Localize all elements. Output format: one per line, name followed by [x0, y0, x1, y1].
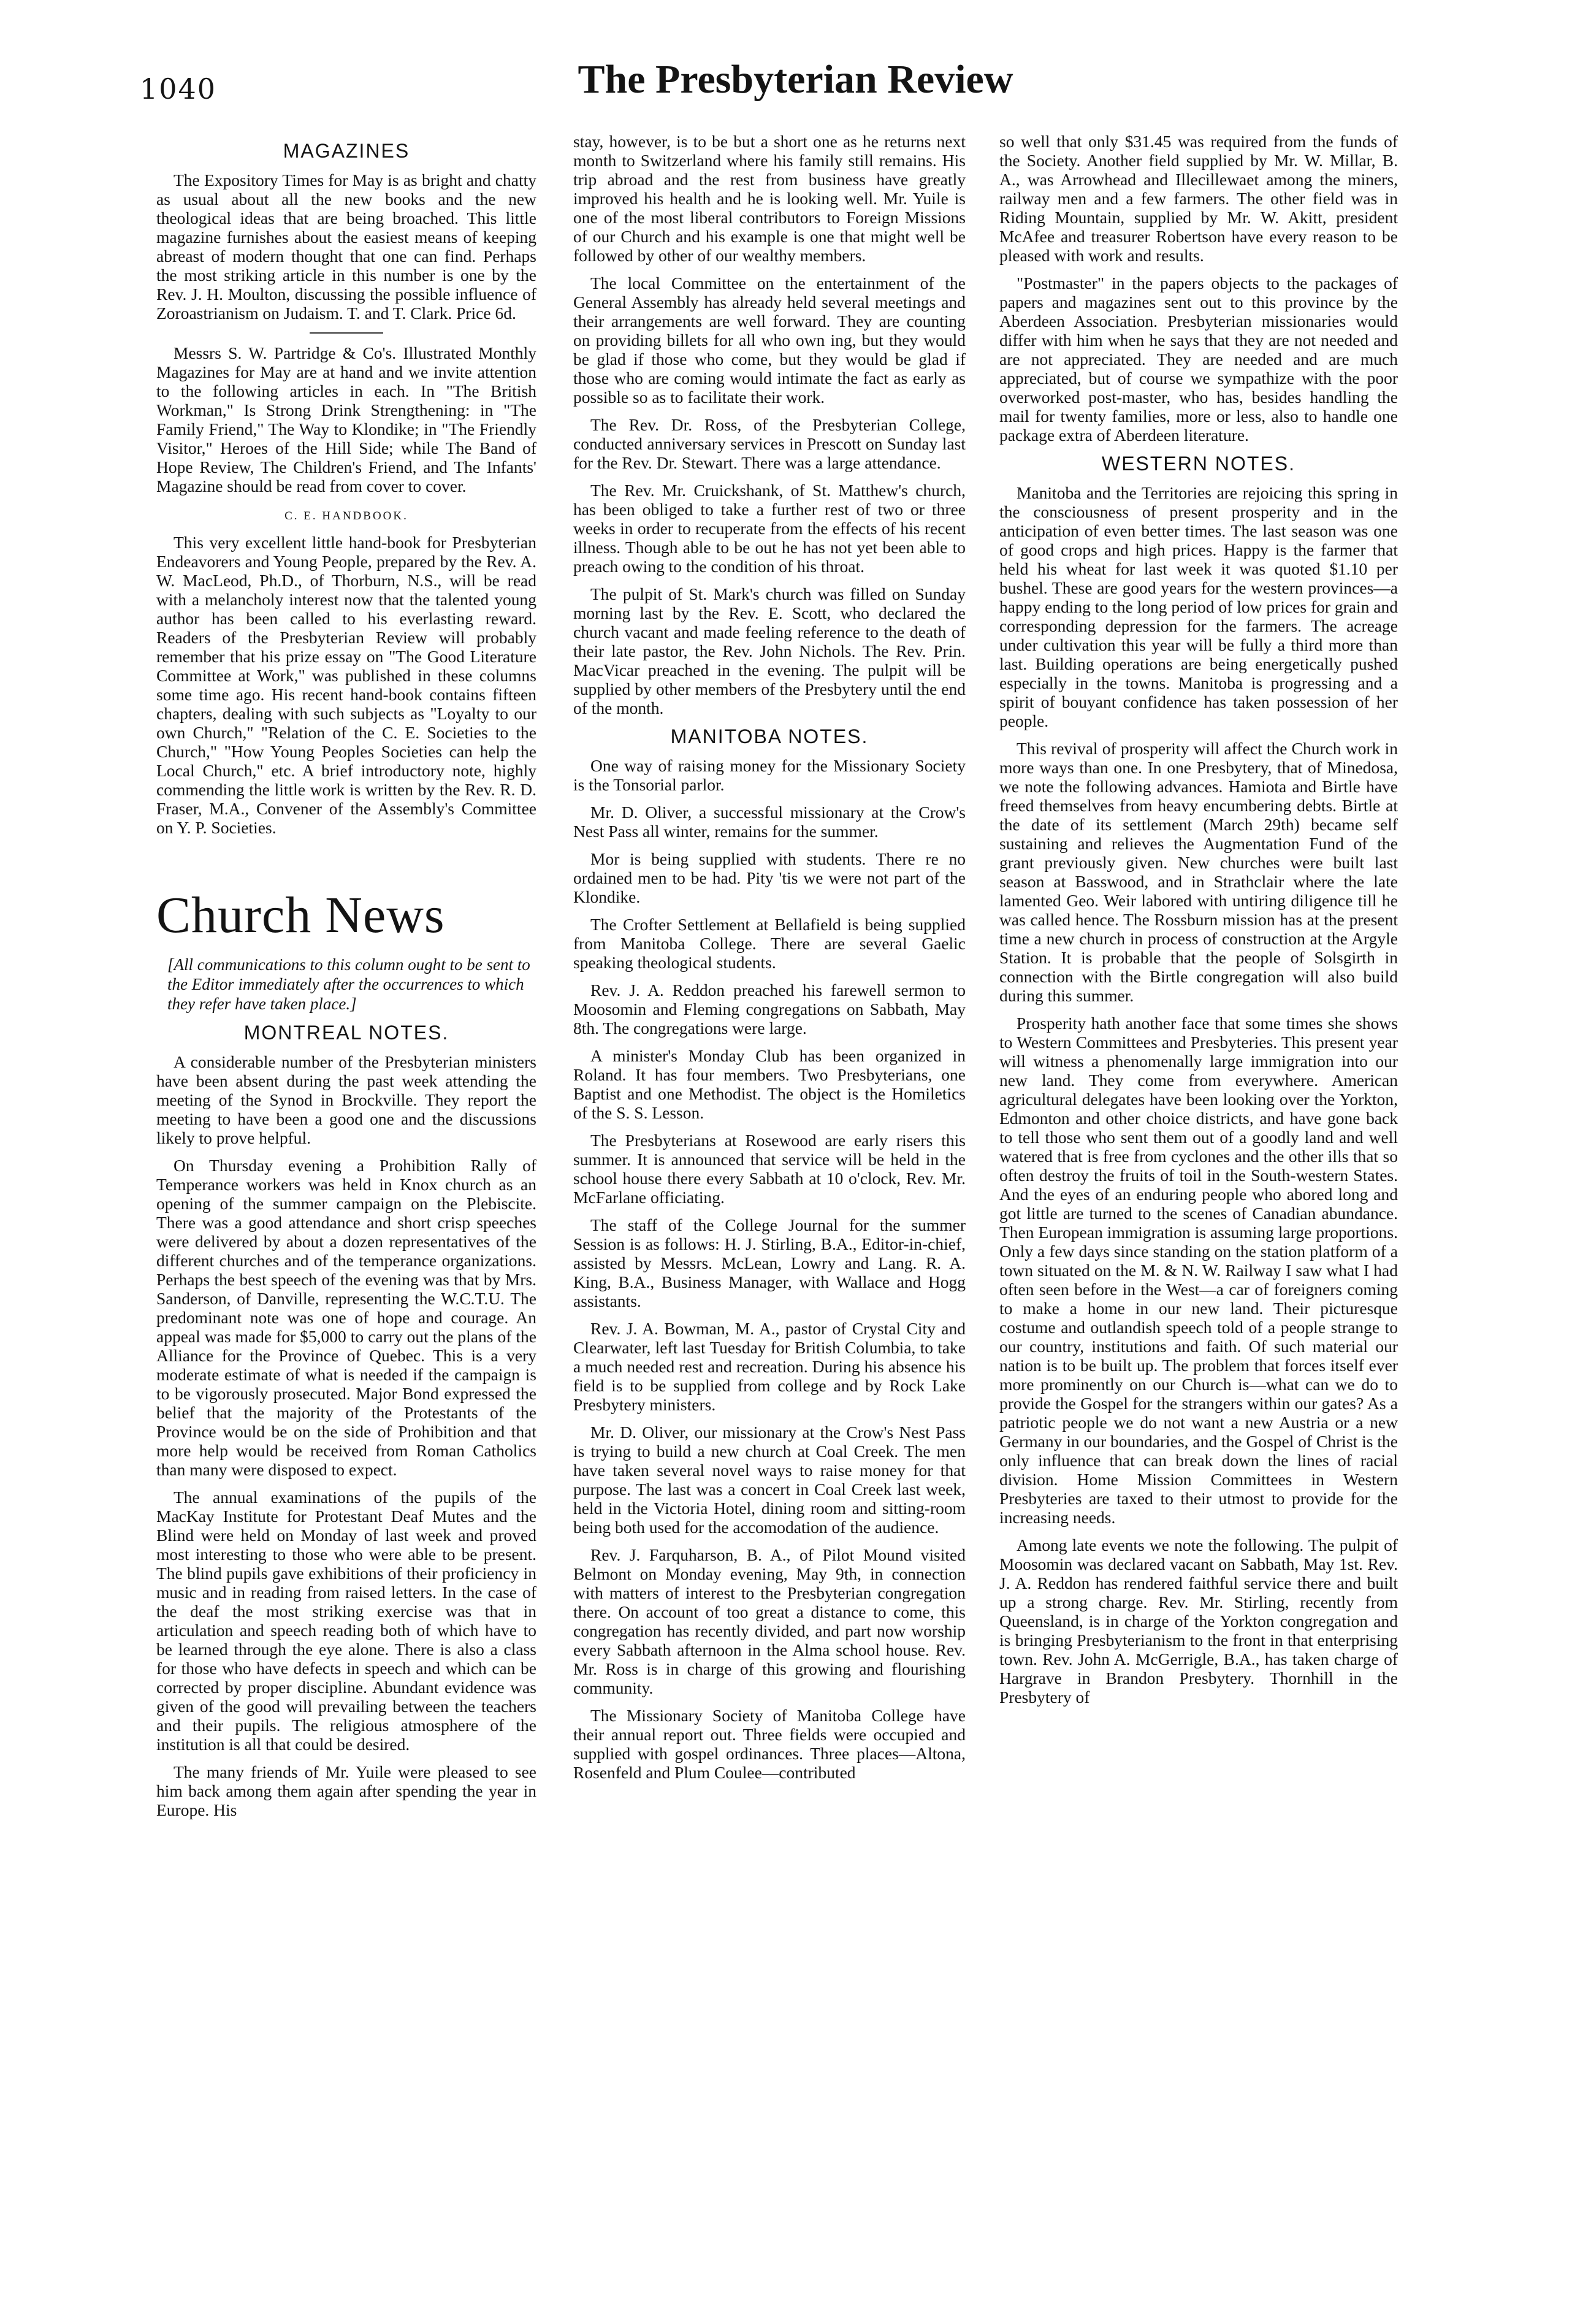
divider	[310, 332, 383, 334]
paragraph: Rev. J. A. Bowman, M. A., pastor of Crystal City and Clearwater, left last Tuesday for British Columbia, to take a much needed rest and recreation. During his absence his field is to be supplied from college and by Rock Lake Presbytery ministers.	[573, 1319, 966, 1414]
paragraph: One way of raising money for the Missionary Society is the Tonsorial parlor.	[573, 756, 966, 794]
handbook-heading: C. E. HANDBOOK.	[284, 510, 408, 522]
paragraph: Mr. D. Oliver, a successful missionary at the Crow's Nest Pass all winter, remains for the summer.	[573, 803, 966, 841]
paragraph: The Crofter Settlement at Bellafield is being supplied from Manitoba College. There are several Gaelic speaking theological students.	[573, 915, 966, 972]
paragraph: Manitoba and the Territories are rejoicing this spring in the consciousness of present prosperity and in the anticipation of even better times. The last season was one of good crops and high prices. Happy is the farmer that held his wheat for last week it was quoted $1.10 per bushel. These are good years for the western provinces—a happy ending to the long period of low prices for grain and corresponding depression for the farmers. The acreage under cultivation this year will be fully a third more than last. Building operations are being energetically pushed especially in the towns. Manitoba is progressing and a spirit of bouyant confidence has taken possession of her people.	[999, 483, 1398, 730]
paragraph: Among late events we note the following. The pulpit of Moosomin was declared vacant on Sabbath, May 1st. Rev. J. A. Reddon has rendered faithful service there and built up a strong charge. Rev. Mr. Stirling, recently from Queensland, is in charge of the Yorkton congregation and is bringing Presbyterianism to the front in that enterprising town. Rev. John A. McGerrigle, B.A., has taken charge of Hargrave in Brandon Presbytery. Thornhill in the Presbytery of	[999, 1535, 1398, 1707]
column-3	[999, 132, 1398, 1707]
paragraph: The staff of the College Journal for the summer Session is as follows: H. J. Stirling, B.A., Editor-in-chief, assisted by Messrs. McLean, Lowry and Lang. R. A. King, B.A., Business Manager, with Wallace and Hogg assistants.	[573, 1215, 966, 1310]
paragraph: Messrs S. W. Partridge & Co's. Illustrated Monthly Magazines for May are at hand and we invite attention to the following articles in each. In "The British Workman," Is Strong Drink Strengthening: in "The Family Friend," The Way to Klondike; in "The Friendly Visitor," Heroes of the Hill Side; while The Band of Hope Review, The Children's Friend, and The Infants' Magazine should be read from cover to cover.	[156, 343, 536, 495]
paragraph: The Expository Times for May is as bright and chatty as usual about all the new books and the new theological ideas that are being broached. This little magazine furnishes about the easiest means of keeping abreast of modern thought that one can find. Perhaps the most striking article in this number is one by the Rev. J. H. Moulton, discussing the possible influence of Zoroastrianism on Judaism. T. and T. Clark. Price 6d.	[156, 170, 536, 323]
running-head-title: The Presbyterian Review	[578, 57, 1013, 102]
paragraph: On Thursday evening a Prohibition Rally of Temperance workers was held in Knox church as an opening of the summer campaign on the Plebiscite. There was a good attendance and short crisp speeches were delivered by about a dozen representatives of the different churches and of the temperance organizations. Perhaps the best speech of the evening was that by Mrs. Sanderson, of Danville, representing the W.C.T.U. The predominant note was one of hope and courage. An appeal was made for $5,000 to carry out the plans of the Alliance for the Province of Quebec. This is a very moderate estimate of what is needed if the campaign is to be vigorously prosecuted. Major Bond expressed the belief that the majority of the Protestants of the Province would be on the side of Prohibition and that more help would be received from Roman Catholics than many were disposed to expect.	[156, 1156, 536, 1479]
paragraph: stay, however, is to be but a short one as he returns next month to Switzerland where his family still remains. His trip abroad and the rest from business have greatly improved his health and he is looking well. Mr. Yuile is one of the most liberal contributors to Foreign Missions of our Church and his example is one that might well be followed by other of our wealthy members.	[573, 132, 966, 265]
magazines-heading: MAGAZINES	[283, 140, 410, 162]
paragraph: The Rev. Mr. Cruickshank, of St. Matthew's church, has been obliged to take a further rest of two or three weeks in order to recuperate from the effects of his recent illness. Though able to be out he has not yet been able to preach owing to the condition of his throat.	[573, 481, 966, 576]
church-news-note: [All communications to this column ought to be sent to the Editor immediately after the occurrences to which they refer have taken place.]	[167, 955, 530, 1013]
paragraph: "Postmaster" in the papers objects to the packages of papers and magazines sent out to this province by the Aberdeen Association. Presbyterian missionaries would differ with him when he says that they are not needed and are not appreciated. They are needed and are much appreciated, but of course we sympathize with the poor overworked post-master, who has, besides handling the mail for twenty families, more or less, also to handle one package extra of Aberdeen literature.	[999, 273, 1398, 445]
paragraph: The pulpit of St. Mark's church was filled on Sunday morning last by the Rev. E. Scott, who declared the church vacant and made feeling reference to the death of their late pastor, the Rev. John Nichols. The Rev. Prin. MacVicar preached in the evening. The pulpit will be supplied by other members of the Presbytery until the end of the month.	[573, 584, 966, 717]
column-2	[573, 132, 966, 1782]
paragraph: Rev. J. Farquharson, B. A., of Pilot Mound visited Belmont on Monday evening, May 9th, in connection with matters of interest to the Presbyterian congregation there. On account of too great a distance to come, this congregation has recently divided, and part now worship every Sabbath afternoon in the Alma school house. Rev. Mr. Ross is in charge of this growing and flourishing community.	[573, 1545, 966, 1697]
column-1	[156, 132, 536, 1819]
paragraph: The Missionary Society of Manitoba College have their annual report out. Three fields were occupied and supplied with gospel ordinances. Three places—Altona, Rosenfeld and Plum Coulee—contributed	[573, 1706, 966, 1782]
paragraph: Prosperity hath another face that some times she shows to Western Committees and Presbyteries. This present year will witness a phenomenally large immigration into our new land. They come from everywhere. American agricultural delegates have been looking over the Yorkton, Edmonton and other choice districts, and have gone back to tell those who sent them out of a goodly land and well watered that is free from cyclones and the other ills that so often destroy the fruits of toil in the South-western States. And the eyes of an enduring people who abored long and got little are turned to the scenes of Canadian abundance. Then European immigration is assuming large proportions. Only a few days since standing on the station platform of a town situated on the M. & N. W. Railway I saw what I had often seen before in the West—a car of foreigners coming to make a home in our new land. Their picturesque costume and outlandish speech told of a people strange to our country, institutions and faith. Of such material our nation is to be built up. The problem that forces itself ever more prominently on our Church is—what can we do to provide the Gospel for the strangers within our gates? As a patriotic people we do not want a new Austria or a new Germany in our boundaries, and the Gospel of Christ is the only influence that can break down the lines of racial division. Home Mission Committees in Western Presbyteries are taxed to their utmost to provide for the increasing needs.	[999, 1014, 1398, 1527]
paragraph: This very excellent little hand-book for Presbyterian Endeavorers and Young People, prepared by the Rev. A. W. MacLeod, Ph.D., of Thorburn, N.S., will be read with a melancholy interest now that the talented young author has been called to his everlasting reward. Readers of the Presbyterian Review will probably remember that his prize essay on "The Good Literature Committee at Work," was published in these columns some time ago. His recent hand-book contains fifteen chapters, dealing with such subjects as "Loyalty to our own Church," "Relation of the C. E. Societies to the Church," "How Young Peoples Societies can help the Local Church," etc. A brief introductory note, highly commending the little work is written by the Rev. R. D. Fraser, M.A., Convener of the Assembly's Committee on Y. P. Societies.	[156, 533, 536, 837]
montreal-notes-heading: MONTREAL NOTES.	[243, 1022, 449, 1044]
manitoba-notes-heading: MANITOBA NOTES.	[670, 725, 869, 747]
paragraph: Mr. D. Oliver, our missionary at the Crow's Nest Pass is trying to build a new church at Coal Creek. The men have taken several novel ways to raise money for that purpose. The last was a concert in Coal Creek last week, held in the Victoria Hotel, dining room and sitting-room being both used for the accomodation of the audience.	[573, 1423, 966, 1537]
paragraph: The Presbyterians at Rosewood are early risers this summer. It is announced that service will be held in the school house there every Sabbath at 10 o'clock, Rev. Mr. McFarlane officiating.	[573, 1131, 966, 1207]
western-notes-heading: WESTERN NOTES.	[1101, 453, 1295, 475]
paragraph: The annual examinations of the pupils of the MacKay Institute for Protestant Deaf Mutes and the Blind were held on Monday of last week and proved most interesting to those who were able to be present. The blind pupils gave exhibitions of their proficiency in music and in reading from raised letters. In the case of the deaf the most striking exercise was that in articulation and speech reading both of which have to be learned through the eye alone. There is also a class for those who have defects in speech and which can be corrected by proper discipline. Abundant evidence was given of the good will prevailing between the teachers and their pupils. The religious atmosphere of the institution is all that could be desired.	[156, 1488, 536, 1754]
paragraph: A minister's Monday Club has been organized in Roland. It has four members. Two Presbyterians, one Baptist and one Methodist. The object is the Homiletics of the S. S. Lesson.	[573, 1046, 966, 1122]
church-news-title: Church News	[156, 887, 445, 944]
paragraph: The many friends of Mr. Yuile were pleased to see him back among them again after spending the year in Europe. His	[156, 1762, 536, 1819]
paragraph: A considerable number of the Presbyterian ministers have been absent during the past week attending the meeting of the Synod in Brockville. They report the meeting to have been a good one and the discussions likely to prove helpful.	[156, 1052, 536, 1147]
paragraph: Mor is being supplied with students. There re no ordained men to be had. Pity 'tis we were not part of the Klondike.	[573, 849, 966, 906]
paragraph: The local Committee on the entertainment of the General Assembly has already held several meetings and their arrangements are well forward. They are counting on providing billets for all who own ing, but they would be glad if those who come, but they would be glad if those who are coming would intimate the fact as early as possible so as to facilitate their work.	[573, 273, 966, 407]
page-number: 1040	[140, 72, 217, 105]
paragraph: This revival of prosperity will affect the Church work in more ways than one. In one Presbytery, that of Minedosa, we note the following advances. Hamiota and Birtle have freed themselves from heavy encumbering debts. Birtle at the date of its settlement (March 29th) became self sustaining and relieves the Augmentation Fund of the grant previously given. New churches were built last season at Basswood, and in Strathclair where the late lamented Geo. Weir labored with untiring diligence till he was called hence. The Rossburn mission has at the present time a new church in process of construction at the Argyle Station. It is probable that the people of Solsgirth in connection with the Birtle congregation will also build during this summer.	[999, 739, 1398, 1005]
paragraph: so well that only $31.45 was required from the funds of the Society. Another field supplied by Mr. W. Millar, B. A., was Arrowhead and Illecillewaet among the miners, railway men and a few farmers. The other field was in Riding Mountain, supplied by Mr. W. Akitt, president McAfee and treasurer Robertson have every reason to be pleased with work and results.	[999, 132, 1398, 265]
paragraph: The Rev. Dr. Ross, of the Presbyterian College, conducted anniversary services in Prescott on Sunday last for the Rev. Dr. Stewart. There was a large attendance.	[573, 415, 966, 472]
paragraph: Rev. J. A. Reddon preached his farewell sermon to Moosomin and Fleming congregations on Sabbath, May 8th. The congregations were large.	[573, 980, 966, 1038]
